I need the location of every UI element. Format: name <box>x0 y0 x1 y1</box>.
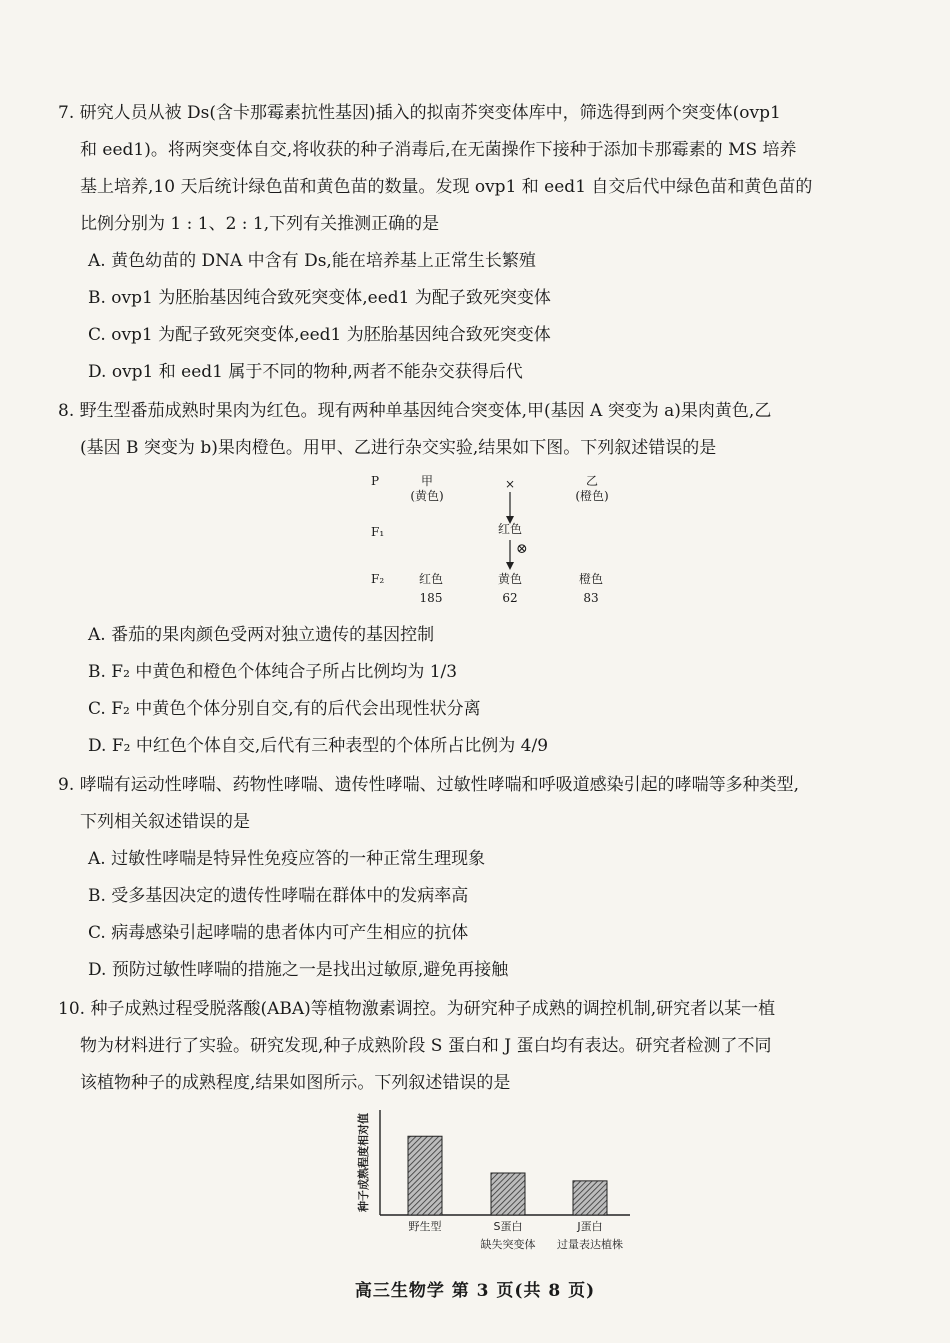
f2-count-orange: 83 <box>583 591 599 605</box>
cross-symbol: × <box>504 477 516 491</box>
x-tick-label-2-0: J蛋白 <box>577 1220 603 1233</box>
q8-option-c: C. F₂ 中黄色个体分别自交,有的后代会出现性状分离 <box>88 699 481 719</box>
bar-1 <box>491 1173 525 1215</box>
f2-phenotype-red: 红色 <box>418 572 444 586</box>
q9-option-c: C. 病毒感染引起哮喘的患者体内可产生相应的抗体 <box>88 923 469 943</box>
f1-to-f2-arrowhead <box>506 562 514 570</box>
q10-stem-line-3: 该植物种子的成熟程度,结果如图所示。下列叙述错误的是 <box>80 1073 511 1093</box>
parent1-color: (黄色) <box>410 489 444 503</box>
q7-stem-line-3: 基上培养,10 天后统计绿色苗和黄色苗的数量。发现 ovp1 和 eed1 自交后代中绿色苗和黄色苗的 <box>80 177 813 197</box>
x-tick-label-2-1: 过量表达植株 <box>557 1238 623 1251</box>
q7-option-c: C. ovp1 为配子致死突变体,eed1 为胚胎基因纯合致死突变体 <box>88 325 551 345</box>
x-tick-label-0-0: 野生型 <box>408 1220 442 1233</box>
f2-phenotype-yellow: 黄色 <box>497 572 523 586</box>
f2-phenotype-orange: 橙色 <box>578 572 604 586</box>
q7-option-a: A. 黄色幼苗的 DNA 中含有 Ds,能在培养基上正常生长繁殖 <box>88 251 536 271</box>
q8-option-b: B. F₂ 中黄色和橙色个体纯合子所占比例均为 1/3 <box>88 662 458 682</box>
q7-stem-line-4: 比例分别为 1 : 1、2 : 1,下列有关推测正确的是 <box>80 214 440 234</box>
bar-2 <box>573 1181 607 1215</box>
chart-marks <box>356 1110 630 1251</box>
q9-stem-line-2: 下列相关叙述错误的是 <box>80 812 250 832</box>
bar-0 <box>408 1136 442 1215</box>
p-generation-label: P <box>371 474 380 488</box>
q7-stem-line-1: 7. 研究人员从被 Ds(含卡那霉素抗性基因)插入的拟南芥突变体库中，筛选得到两个突变体(ovp1 <box>58 103 781 123</box>
q7-option-d: D. ovp1 和 eed1 属于不同的物种,两者不能杂交获得后代 <box>88 362 523 382</box>
selfing-symbol: ⊗ <box>516 541 528 557</box>
f2-count-red: 185 <box>419 591 443 605</box>
x-tick-label-1-1: 缺失突变体 <box>480 1238 536 1251</box>
q9-stem-line-1: 9. 哮喘有运动性哮喘、药物性哮喘、遗传性哮喘、过敏性哮喘和呼吸道感染引起的哮喘等多种类型, <box>58 775 800 795</box>
y-axis-label: 种子成熟程度相对值 <box>357 1113 370 1212</box>
q7-option-b: B. ovp1 为胚胎基因纯合致死突变体,eed1 为配子致死突变体 <box>88 288 551 308</box>
parent1-name: 甲 <box>420 474 434 488</box>
f1-generation-label: F₁ <box>371 525 385 539</box>
q8-stem-line-2: (基因 B 突变为 b)果肉橙色。用甲、乙进行杂交实验,结果如下图。下列叙述错误的是 <box>80 438 717 458</box>
f2-count-yellow: 62 <box>502 591 518 605</box>
q9-option-a: A. 过敏性哮喘是特异性免疫应答的一种正常生理现象 <box>88 849 486 869</box>
f1-phenotype: 红色 <box>497 522 523 536</box>
q9-option-b: B. 受多基因决定的遗传性哮喘在群体中的发病率高 <box>88 886 469 906</box>
parent2-name: 乙 <box>585 474 599 488</box>
q10-bar-chart <box>350 1100 650 1265</box>
q9-option-d: D. 预防过敏性哮喘的措施之一是找出过敏原,避免再接触 <box>88 960 509 980</box>
parent2-color: (橙色) <box>575 489 609 503</box>
q8-option-a: A. 番茄的果肉颜色受两对独立遗传的基因控制 <box>88 625 435 645</box>
x-tick-label-1-0: S蛋白 <box>493 1220 523 1233</box>
q10-stem-line-2: 物为材料进行了实验。研究发现,种子成熟阶段 S 蛋白和 J 蛋白均有表达。研究者检测了不同 <box>80 1036 772 1056</box>
page-footer: 高三生物学 第 3 页(共 8 页) <box>354 1281 596 1301</box>
q7-stem-line-2: 和 eed1)。将两突变体自交,将收获的种子消毒后,在无菌操作下接种于添加卡那霉素的 MS 培养 <box>80 140 797 160</box>
q10-stem-line-1: 10. 种子成熟过程受脱落酸(ABA)等植物激素调控。为研究种子成熟的调控机制,研究者以某一植 <box>58 999 776 1019</box>
f2-generation-label: F₂ <box>371 572 385 586</box>
q8-option-d: D. F₂ 中红色个体自交,后代有三种表型的个体所占比例为 4/9 <box>88 736 549 756</box>
q8-stem-line-1: 8. 野生型番茄成熟时果肉为红色。现有两种单基因纯合突变体,甲(基因 A 突变为 a)果肉黄色,乙 <box>58 401 772 421</box>
